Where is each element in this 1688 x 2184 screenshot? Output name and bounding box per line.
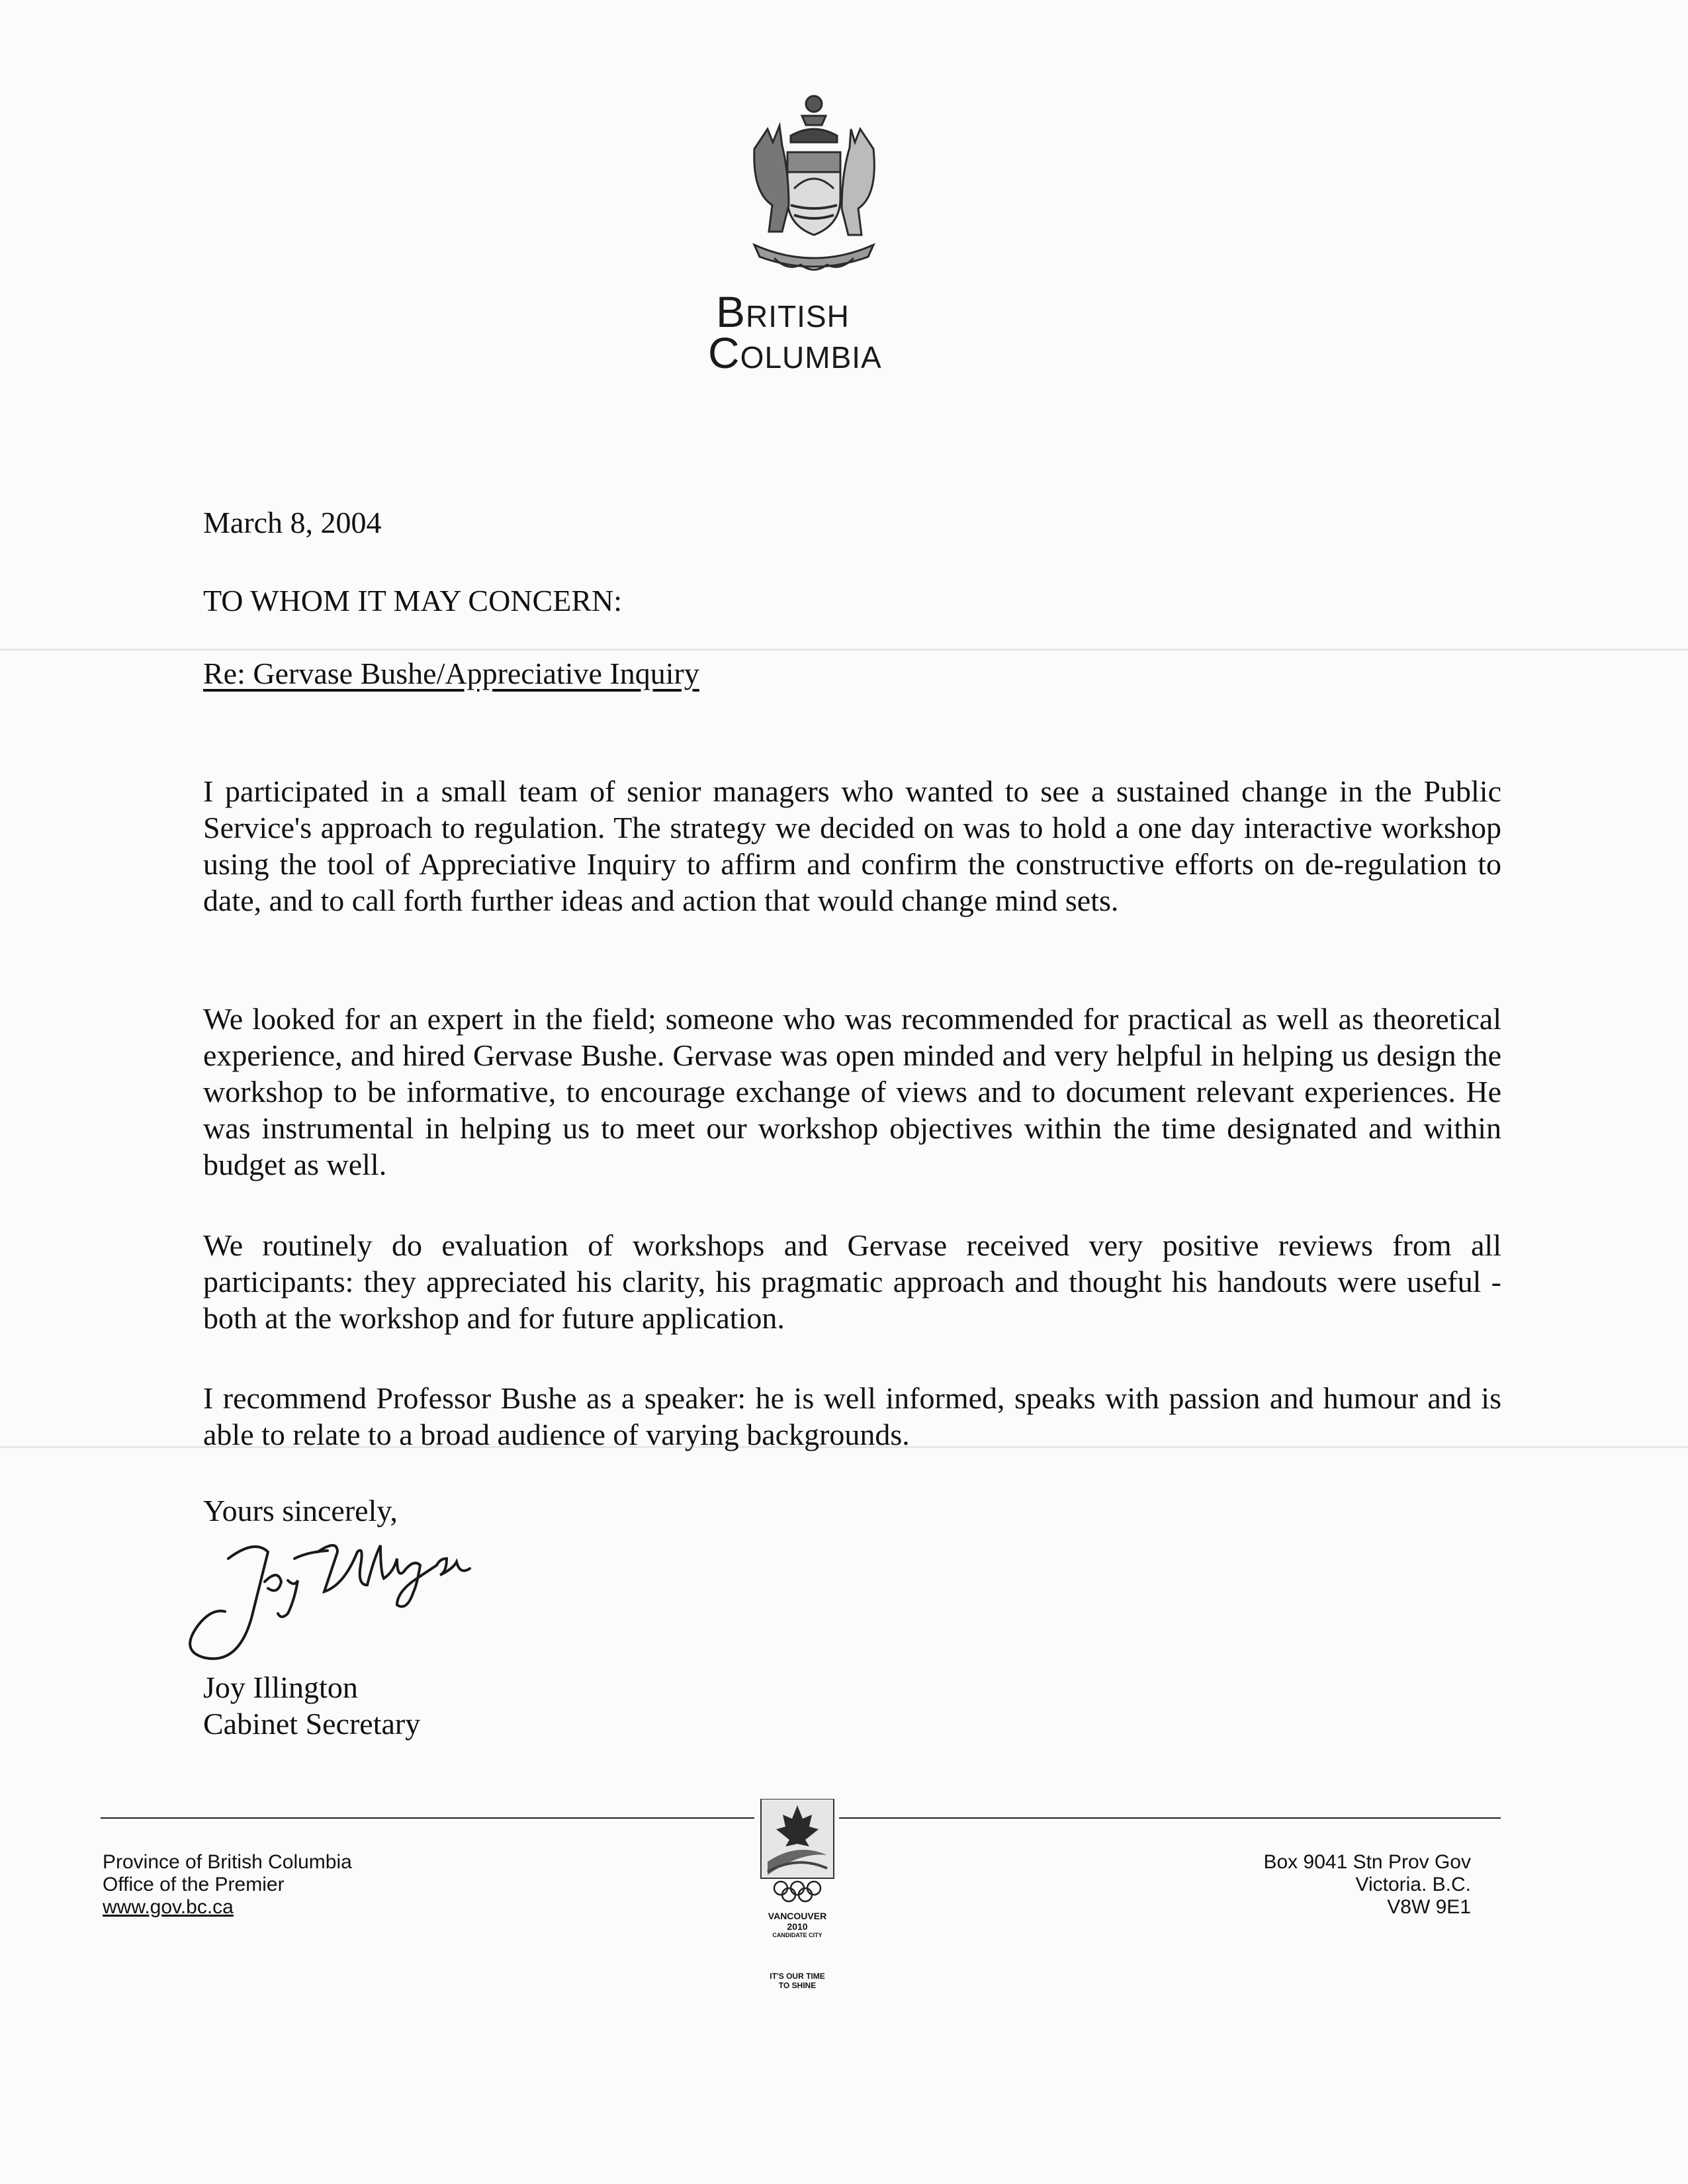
footer-province: Province of British Columbia — [103, 1851, 352, 1873]
closing: Yours sincerely, — [203, 1494, 398, 1527]
footer-box: Box 9041 Stn Prov Gov — [1263, 1851, 1471, 1873]
olympic-slogan-line2: TO SHINE — [778, 1981, 817, 1990]
olympic-slogan-line1: IT'S OUR TIME — [770, 1972, 825, 1981]
brand-line2: Columbia — [708, 328, 882, 377]
vancouver-2010-logo — [758, 1799, 837, 2044]
footer-website-link[interactable]: www.gov.bc.ca — [103, 1896, 234, 1918]
british-columbia-wordmark — [708, 287, 920, 377]
signer-name: Joy Illington — [203, 1670, 358, 1704]
footer-divider-left — [101, 1817, 754, 1819]
coat-of-arms-icon — [728, 89, 900, 281]
footer-sender-address — [103, 1851, 566, 1919]
letter-date: March 8, 2004 — [203, 506, 382, 539]
signer-title: Cabinet Secretary — [203, 1707, 421, 1741]
paragraph: We routinely do evaluation of workshops and Gervase received very positive reviews from all participants: they appreciated his clarity, his pragmatic approach and thought his handouts were useful - both at the workshop and for future application. — [203, 1228, 1501, 1335]
footer-mailing-address — [1125, 1851, 1471, 1919]
olympic-logo-subtitle: CANDIDATE CITY — [772, 1932, 822, 1938]
brand-line1: British — [716, 287, 850, 336]
subject-text: Re: Gervase Bushe/Appreciative Inquiry — [203, 657, 699, 690]
footer-office: Office of the Premier — [103, 1874, 285, 1895]
paragraph: I recommend Professor Bushe as a speaker: he is well informed, speaks with passion and humour and is able to relate to a broad audience of varying backgrounds. — [203, 1381, 1501, 1451]
olympic-slogan — [758, 1972, 837, 1990]
subject-line — [203, 655, 1501, 692]
handwritten-signature — [165, 1529, 483, 1668]
footer-divider-right — [839, 1817, 1501, 1819]
olympic-logo-name: VANCOUVER 2010 — [768, 1911, 827, 1932]
footer-postal-code: V8W 9E1 — [1387, 1896, 1471, 1918]
paragraph: We looked for an expert in the field; someone who was recommended for practical as well as theoretical experience, and hired Gervase Bushe. Gervase was open minded and very helpful in helping us design the workshop to be informative, to encourage exchange of views and to document relevant experiences. He was instrumental in helping us to meet our workshop objectives within the time designated and within budget as well. — [203, 1002, 1501, 1181]
paper-fold-line — [0, 649, 1688, 651]
footer-city: Victoria. B.C. — [1355, 1874, 1471, 1895]
paragraph: I participated in a small team of senior managers who wanted to see a sustained change in the Public Service's approach to regulation. The strategy we decided on was to hold a one day interactive workshop using the tool of Appreciative Inquiry to affirm and confirm the constructive efforts on de-regulation to date, and to call forth further ideas and action that would change mind sets. — [203, 774, 1501, 917]
vancouver-2010-logo-icon — [758, 1799, 837, 1905]
salutation: TO WHOM IT MAY CONCERN: — [203, 584, 622, 617]
